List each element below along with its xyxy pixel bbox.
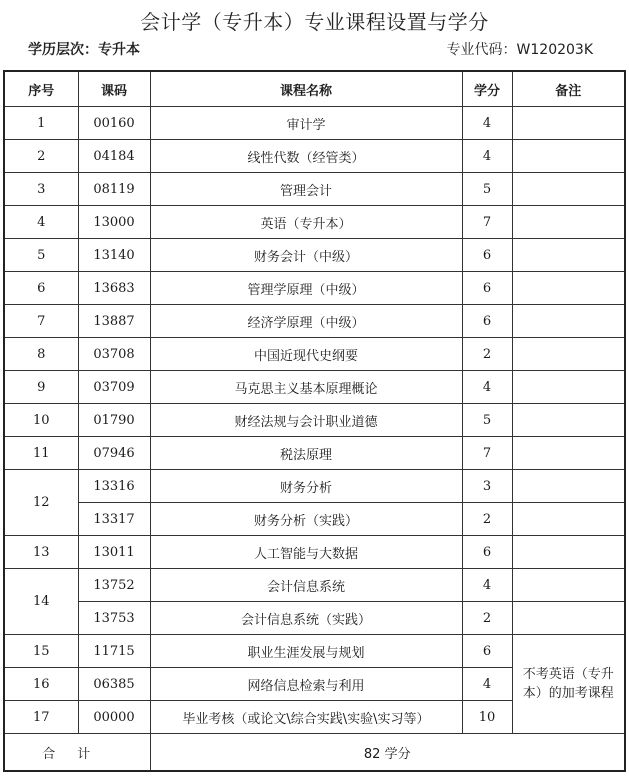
table-row — [4, 206, 625, 239]
cell-seq: 2 — [4, 140, 78, 173]
cell-credit: 6 — [462, 536, 512, 569]
cell-note — [512, 470, 625, 503]
education-level: 学历层次：专升本 — [28, 42, 140, 58]
cell-seq: 7 — [4, 305, 78, 338]
header-code: 课码 — [78, 71, 150, 107]
cell-code: 07946 — [78, 437, 150, 470]
total-label: 合计 — [4, 734, 150, 772]
cell-seq: 11 — [4, 437, 78, 470]
cell-name: 财务分析 — [150, 470, 462, 503]
table-row — [4, 602, 625, 635]
table-row — [4, 437, 625, 470]
header-name: 课程名称 — [150, 71, 462, 107]
cell-name: 管理学原理（中级） — [150, 272, 462, 305]
cell-seq: 14 — [4, 569, 78, 635]
table-header-row — [4, 71, 625, 107]
cell-credit: 10 — [462, 701, 512, 734]
cell-credit: 3 — [462, 470, 512, 503]
table-row — [4, 371, 625, 404]
table-row — [4, 140, 625, 173]
cell-note — [512, 569, 625, 602]
cell-note — [512, 173, 625, 206]
cell-note — [512, 239, 625, 272]
cell-code: 08119 — [78, 173, 150, 206]
cell-code: 13316 — [78, 470, 150, 503]
table-row — [4, 173, 625, 206]
major-code: 专业代码：W120203K — [446, 42, 593, 58]
table-row — [4, 239, 625, 272]
cell-code: 00160 — [78, 107, 150, 140]
table-row — [4, 305, 625, 338]
cell-name: 审计学 — [150, 107, 462, 140]
table-row — [4, 404, 625, 437]
cell-note — [512, 404, 625, 437]
cell-code: 00000 — [78, 701, 150, 734]
cell-note — [512, 503, 625, 536]
cell-name: 税法原理 — [150, 437, 462, 470]
cell-note — [512, 536, 625, 569]
header-seq: 序号 — [4, 71, 78, 107]
cell-name: 经济学原理（中级） — [150, 305, 462, 338]
header-note: 备注 — [512, 71, 625, 107]
cell-code: 11715 — [78, 635, 150, 668]
cell-credit: 4 — [462, 371, 512, 404]
cell-note — [512, 338, 625, 371]
cell-name: 财务会计（中级） — [150, 239, 462, 272]
table-row — [4, 536, 625, 569]
page-title: 会计学（专升本）专业课程设置与学分 — [140, 10, 489, 34]
cell-code: 03709 — [78, 371, 150, 404]
cell-credit: 6 — [462, 272, 512, 305]
cell-note — [512, 140, 625, 173]
cell-code: 13000 — [78, 206, 150, 239]
cell-seq: 5 — [4, 239, 78, 272]
cell-seq: 3 — [4, 173, 78, 206]
cell-seq: 8 — [4, 338, 78, 371]
cell-note — [512, 602, 625, 635]
cell-name: 会计信息系统（实践） — [150, 602, 462, 635]
cell-code: 13683 — [78, 272, 150, 305]
cell-code: 06385 — [78, 668, 150, 701]
cell-seq: 1 — [4, 107, 78, 140]
table-row — [4, 503, 625, 536]
cell-seq: 17 — [4, 701, 78, 734]
table-row — [4, 635, 625, 668]
cell-code: 04184 — [78, 140, 150, 173]
cell-name: 人工智能与大数据 — [150, 536, 462, 569]
cell-name: 中国近现代史纲要 — [150, 338, 462, 371]
cell-credit: 5 — [462, 404, 512, 437]
cell-note — [512, 437, 625, 470]
cell-name: 毕业考核（或论文\综合实践\实验\实习等） — [150, 701, 462, 734]
table-row — [4, 338, 625, 371]
table-row — [4, 569, 625, 602]
cell-credit: 2 — [462, 503, 512, 536]
cell-seq: 16 — [4, 668, 78, 701]
cell-credit: 2 — [462, 338, 512, 371]
cell-name: 职业生涯发展与规划 — [150, 635, 462, 668]
table-row — [4, 272, 625, 305]
cell-name: 财经法规与会计职业道德 — [150, 404, 462, 437]
cell-seq: 13 — [4, 536, 78, 569]
cell-name: 网络信息检索与利用 — [150, 668, 462, 701]
total-value: 82 学分 — [150, 734, 625, 772]
cell-code: 13140 — [78, 239, 150, 272]
cell-credit: 6 — [462, 239, 512, 272]
table-row — [4, 470, 625, 503]
course-table — [3, 70, 626, 772]
cell-credit: 4 — [462, 107, 512, 140]
cell-credit: 5 — [462, 173, 512, 206]
table-row — [4, 107, 625, 140]
cell-seq: 15 — [4, 635, 78, 668]
cell-name: 财务分析（实践） — [150, 503, 462, 536]
cell-credit: 4 — [462, 140, 512, 173]
cell-note-elective: 不考英语（专升本）的加考课程 — [512, 635, 625, 734]
cell-credit: 7 — [462, 206, 512, 239]
cell-credit: 6 — [462, 635, 512, 668]
cell-credit: 2 — [462, 602, 512, 635]
cell-seq: 4 — [4, 206, 78, 239]
cell-note — [512, 107, 625, 140]
cell-name: 线性代数（经管类） — [150, 140, 462, 173]
cell-code: 13317 — [78, 503, 150, 536]
cell-seq: 10 — [4, 404, 78, 437]
cell-note — [512, 206, 625, 239]
cell-code: 03708 — [78, 338, 150, 371]
total-row — [4, 734, 625, 772]
cell-code: 13753 — [78, 602, 150, 635]
cell-name: 会计信息系统 — [150, 569, 462, 602]
cell-credit: 7 — [462, 437, 512, 470]
cell-note — [512, 305, 625, 338]
cell-seq: 6 — [4, 272, 78, 305]
cell-name: 马克思主义基本原理概论 — [150, 371, 462, 404]
cell-code: 01790 — [78, 404, 150, 437]
cell-credit: 4 — [462, 668, 512, 701]
cell-note — [512, 371, 625, 404]
cell-seq: 12 — [4, 470, 78, 536]
cell-note — [512, 272, 625, 305]
cell-seq: 9 — [4, 371, 78, 404]
cell-code: 13752 — [78, 569, 150, 602]
cell-name: 管理会计 — [150, 173, 462, 206]
cell-code: 13887 — [78, 305, 150, 338]
header-credit: 学分 — [462, 71, 512, 107]
cell-credit: 4 — [462, 569, 512, 602]
cell-name: 英语（专升本） — [150, 206, 462, 239]
cell-code: 13011 — [78, 536, 150, 569]
cell-credit: 6 — [462, 305, 512, 338]
